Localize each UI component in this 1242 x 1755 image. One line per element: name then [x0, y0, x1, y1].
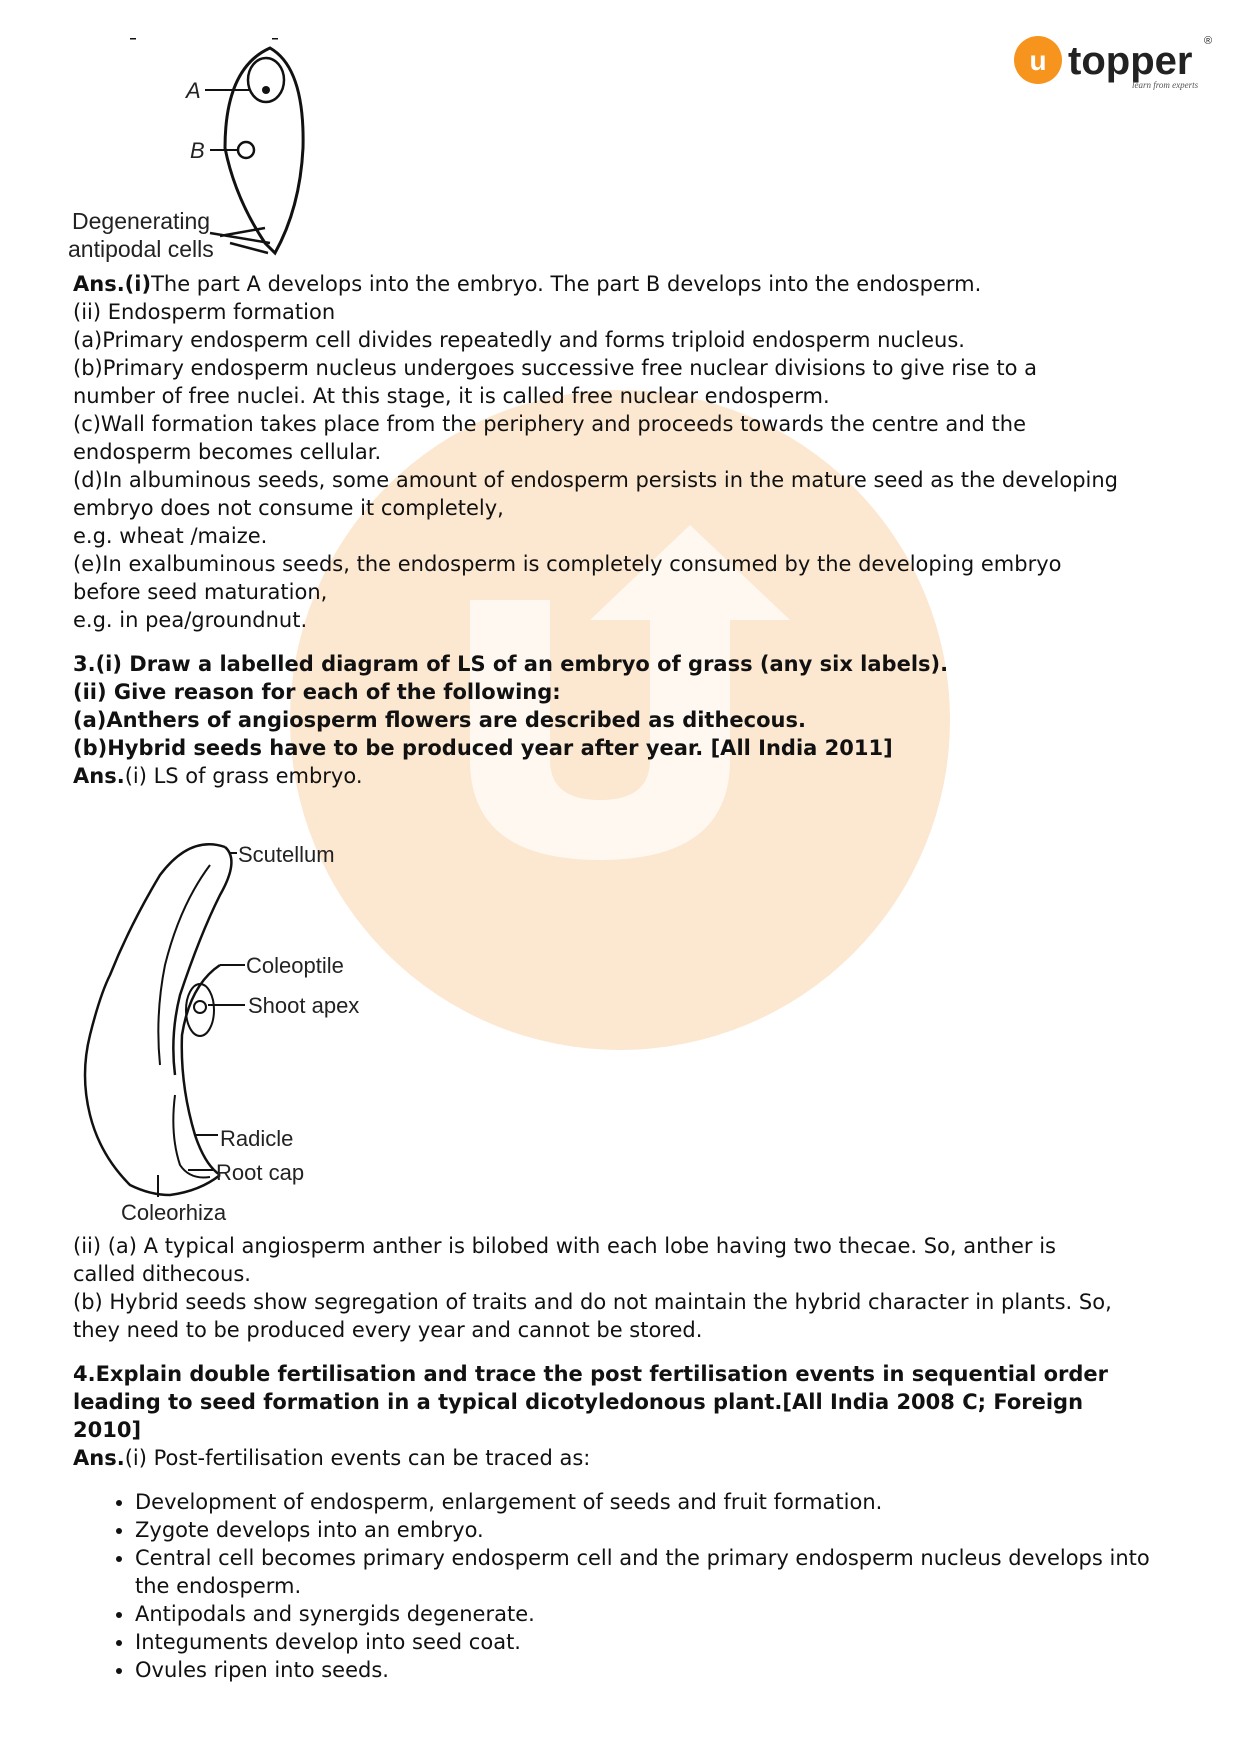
label-b: B	[190, 138, 205, 163]
para: endosperm becomes cellular.	[73, 440, 382, 464]
list-item: • Central cell becomes primary endosperm cell and the primary endosperm nucleus develops into the endosperm.	[135, 1544, 1183, 1600]
label-a: A	[186, 78, 201, 103]
label-antipodal-cells: antipodal cells	[68, 236, 214, 262]
para: they need to be produced every year and cannot be stored.	[73, 1318, 703, 1342]
ans-prefix: Ans.	[73, 764, 125, 788]
para: (d)In albuminous seeds, some amount of endosperm persists in the mature seed as the developing	[73, 468, 1119, 492]
list-item: • Integuments develop into seed coat.	[135, 1628, 1183, 1656]
question-3-part: (ii) Give reason for each of the following:	[73, 680, 561, 704]
para: e.g. in pea/groundnut.	[73, 608, 308, 632]
topper-logo[interactable]	[1010, 28, 1220, 98]
para: e.g. wheat /maize.	[73, 524, 268, 548]
logo-tagline: learn from experts	[1132, 80, 1199, 90]
label-root-cap: Root cap	[216, 1160, 305, 1185]
question-4: 2010]	[73, 1418, 142, 1442]
label-coleorhiza: Coleorhiza	[121, 1200, 227, 1225]
logo-name: topper	[1068, 39, 1193, 83]
label-degenerating: Degenerating	[72, 208, 211, 234]
ans-prefix: Ans.	[73, 1446, 125, 1470]
question-4: leading to seed formation in a typical dicotyledonous plant.[All India 2008 C; Foreign	[73, 1390, 1084, 1414]
question-3: 3.(i) Draw a labelled diagram of LS of an embryo of grass (any six labels).	[73, 652, 949, 676]
answer-2	[73, 270, 1183, 790]
para: (ii) (a) A typical angiosperm anther is bilobed with each lobe having two thecae. So, anther is	[73, 1234, 1056, 1258]
answer-3-and-question-4	[73, 1232, 1183, 1684]
ans-text: The part A develops into the embryo. The part B develops into the endosperm.	[151, 272, 982, 296]
question-3-part: (b)Hybrid seeds have to be produced year after year. [All India 2011]	[73, 736, 893, 760]
ans-text: (i) LS of grass embryo.	[124, 764, 363, 788]
label-shoot-apex: Shoot apex	[248, 993, 360, 1018]
ans-text: (i) Post-fertilisation events can be traced as:	[124, 1446, 591, 1470]
para: (b)Primary endosperm nucleus undergoes successive free nuclear divisions to give rise to a	[73, 356, 1037, 380]
list-item: • Zygote develops into an embryo.	[135, 1516, 1183, 1544]
question-4: 4.Explain double fertilisation and trace the post fertilisation events in sequential order	[73, 1362, 1109, 1386]
para: (e)In exalbuminous seeds, the endosperm is completely consumed by the developing embryo	[73, 552, 1062, 576]
ans-prefix: Ans.(i)	[73, 272, 152, 296]
logo-mark: u	[1029, 45, 1047, 76]
list-item: • Antipodals and synergids degenerate.	[135, 1600, 1183, 1628]
para: (b) Hybrid seeds show segregation of traits and do not maintain the hybrid character in plants. So,	[73, 1290, 1112, 1314]
label-coleoptile: Coleoptile	[246, 953, 344, 978]
logo-registered: ®	[1204, 35, 1213, 47]
list-item: • Ovules ripen into seeds.	[135, 1656, 1183, 1684]
label-radicle: Radicle	[220, 1126, 294, 1151]
para: before seed maturation,	[73, 580, 328, 604]
post-fertilisation-list	[73, 1488, 1183, 1684]
list-item: • Development of endosperm, enlargement of seeds and fruit formation.	[135, 1488, 1183, 1516]
para: embryo does not consume it completely,	[73, 496, 504, 520]
topper-logo-icon	[1010, 28, 1220, 98]
para: (a)Primary endosperm cell divides repeatedly and forms triploid endosperm nucleus.	[73, 328, 965, 352]
para: called dithecous.	[73, 1262, 251, 1286]
para: (ii) Endosperm formation	[73, 300, 336, 324]
label-scutellum: Scutellum	[238, 842, 335, 867]
para: (c)Wall formation takes place from the periphery and proceeds towards the centre and the	[73, 412, 1026, 436]
question-3-part: (a)Anthers of angiosperm flowers are described as dithecous.	[73, 708, 806, 732]
para: number of free nuclei. At this stage, it is called free nuclear endosperm.	[73, 384, 830, 408]
